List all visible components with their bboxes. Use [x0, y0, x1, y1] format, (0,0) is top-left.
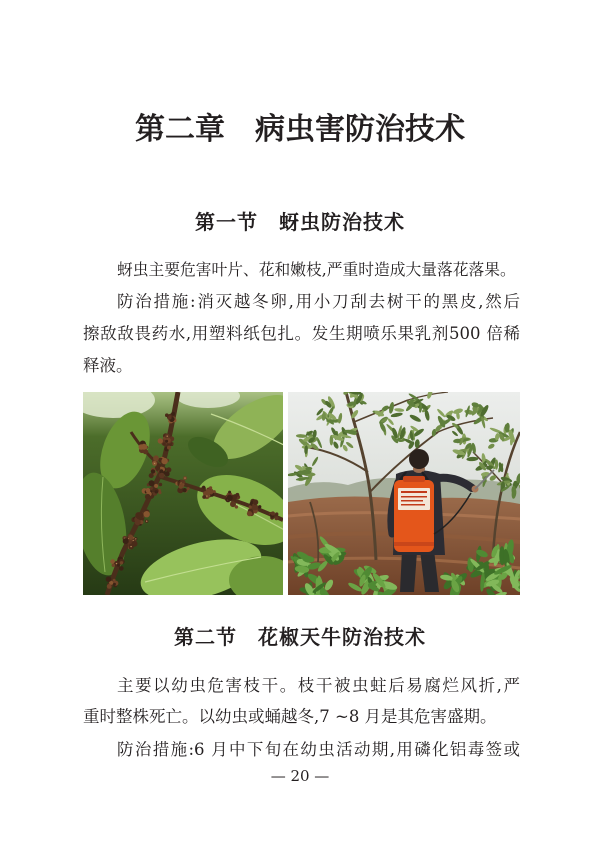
section-heading-longhorn-beetle: 第二节 花椒天牛防治技术	[174, 625, 426, 649]
aphid-dot	[271, 511, 275, 515]
aphid-dot	[202, 495, 206, 499]
aphid-dot	[150, 487, 153, 490]
paragraph-line: 主要以幼虫危害枝干。枝干被虫蛀后易腐烂风折,严	[117, 676, 520, 695]
aphid-dot	[234, 499, 237, 502]
aphid-dot	[206, 489, 211, 494]
aphid-dot	[144, 511, 150, 517]
aphid-dot	[253, 499, 259, 505]
aphid-dot	[159, 483, 163, 487]
aphid-dot	[120, 561, 123, 564]
aphid-highlight	[116, 563, 117, 564]
aphid-dot	[135, 519, 141, 525]
paragraph-line: 重时整株死亡。以幼虫或蛹越冬,7 ~8 月是其危害盛期。	[83, 707, 497, 726]
aphid-highlight	[135, 538, 136, 539]
paragraph-line: 擦敌敌畏药水,用塑料纸包扎。发生期喷乐果乳剂500 倍稀	[83, 324, 520, 343]
aphid-dot	[128, 535, 133, 540]
aphid-dot	[209, 486, 212, 489]
aphid-highlight	[154, 463, 155, 464]
aphid-dot	[202, 486, 205, 489]
worker-spraying-photo	[288, 392, 520, 595]
aphid-infested-twig-photo	[83, 392, 283, 595]
aphid-dot	[141, 444, 147, 450]
aphid-dot	[258, 505, 261, 508]
chapter-title: 第二章 病虫害防治技术	[135, 112, 465, 147]
page-number: — 20 —	[270, 767, 330, 785]
aphid-highlight	[206, 495, 207, 496]
aphid-dot	[106, 576, 112, 582]
aphid-dot	[158, 438, 163, 443]
aphid-dot	[167, 446, 171, 450]
aphid-dot	[227, 495, 233, 501]
aphid-dot	[151, 469, 155, 473]
aphid-dot	[228, 491, 231, 494]
aphid-highlight	[184, 477, 185, 478]
aphid-dot	[235, 505, 238, 508]
aphid-dot	[275, 512, 278, 515]
aphid-dot	[183, 488, 187, 492]
aphid-dot	[163, 443, 166, 446]
section-heading-aphid: 第一节 蚜虫防治技术	[195, 210, 405, 234]
aphid-dot	[213, 490, 216, 493]
aphid-dot	[145, 494, 151, 500]
paragraph-line: 蚜虫主要危害叶片、花和嫩枝,严重时造成大量落花落果。	[117, 260, 516, 279]
aphid-dot	[179, 484, 183, 488]
aphid-dot	[149, 480, 155, 486]
aphid-dot	[247, 511, 252, 516]
aphid-dot	[138, 512, 144, 518]
aphid-dot	[119, 566, 124, 571]
aphid-dot	[159, 473, 165, 479]
aphid-dot	[113, 583, 116, 586]
paragraph-line: 释液。	[83, 356, 133, 375]
aphid-dot	[249, 505, 252, 508]
paragraph-line: 防治措施:消灭越冬卵,用小刀刮去树干的黑皮,然后	[117, 292, 520, 311]
aphid-dot	[157, 464, 161, 468]
aphid-dot	[252, 504, 258, 510]
aphid-dot	[165, 440, 168, 443]
aphid-dot	[165, 413, 169, 417]
leaf	[326, 419, 338, 422]
aphid-dot	[110, 559, 114, 563]
aphid-dot	[154, 484, 158, 488]
aphid-dot	[275, 516, 279, 520]
aphid-dot	[123, 538, 129, 544]
aphid-highlight	[167, 436, 168, 437]
aphid-dot	[107, 584, 112, 589]
aphid-dot	[165, 471, 170, 476]
aphid-highlight	[130, 546, 131, 547]
aphid-dot	[117, 564, 120, 567]
aphid-dot	[168, 416, 172, 420]
paragraph-line: 防治措施:6 月中下旬在幼虫活动期,用磷化铝毒签或	[117, 740, 520, 759]
aphid-highlight	[146, 521, 147, 522]
aphid-dot	[182, 480, 186, 484]
aphid-dot	[171, 412, 175, 416]
aphid-dot	[146, 488, 151, 493]
aphid-dot	[158, 491, 161, 494]
aphid-dot	[149, 473, 154, 478]
aphid-dot	[153, 455, 159, 461]
aphid-dot	[161, 458, 167, 464]
aphid-dot	[112, 564, 115, 567]
aphid-dot	[155, 490, 158, 493]
